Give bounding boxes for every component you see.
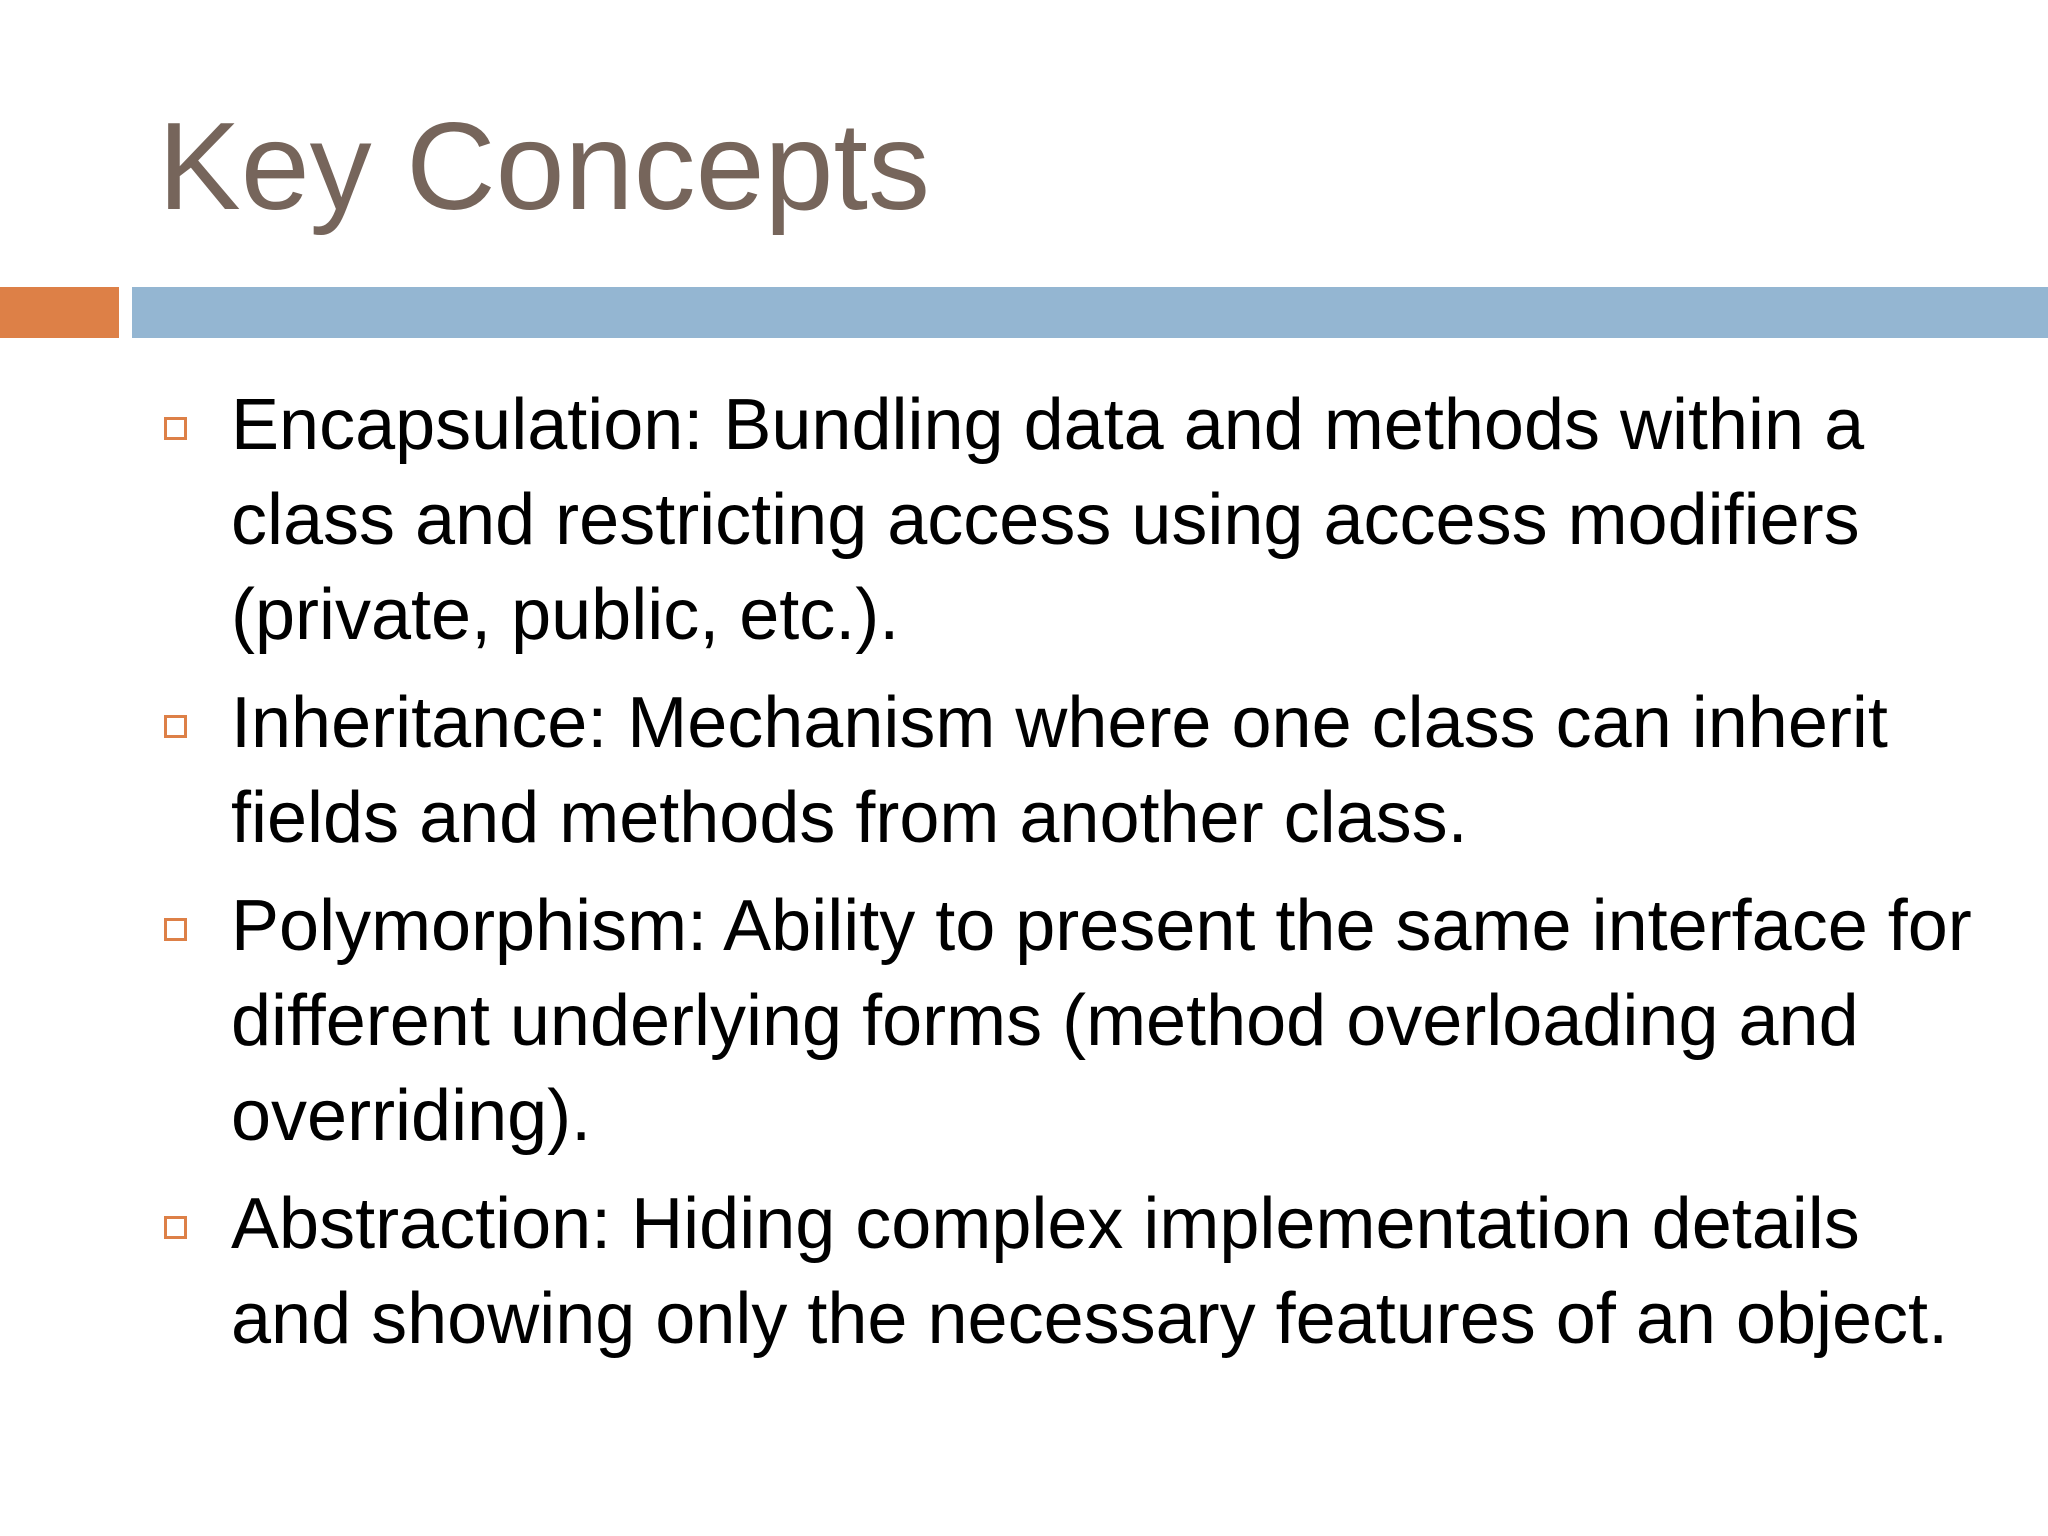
bullet-text: Inheritance: Mechanism where one class can inherit fields and methods from another class. [231, 683, 1888, 858]
hollow-square-icon [164, 918, 187, 941]
hollow-square-icon [164, 417, 187, 440]
bullet-text: Encapsulation: Bundling data and methods within a class and restricting access using access modifiers (private, public, etc.). [231, 385, 1865, 655]
slide-title: Key Concepts [158, 98, 930, 236]
hollow-square-icon [164, 715, 187, 738]
bullet-item-inheritance [160, 676, 1980, 866]
bullet-item-polymorphism [160, 879, 1980, 1164]
bullet-text: Polymorphism: Ability to present the same interface for different underlying forms (method overloading and overriding). [231, 886, 1972, 1156]
bullet-text: Abstraction: Hiding complex implementation details and showing only the necessary features of an object. [231, 1184, 1949, 1359]
hollow-square-icon [164, 1216, 187, 1239]
bullet-list [160, 378, 1980, 1380]
bullet-item-encapsulation [160, 378, 1980, 663]
title-accent-bar-orange [0, 287, 119, 338]
bullet-item-abstraction [160, 1177, 1980, 1367]
title-accent-bar-blue [132, 287, 2048, 338]
